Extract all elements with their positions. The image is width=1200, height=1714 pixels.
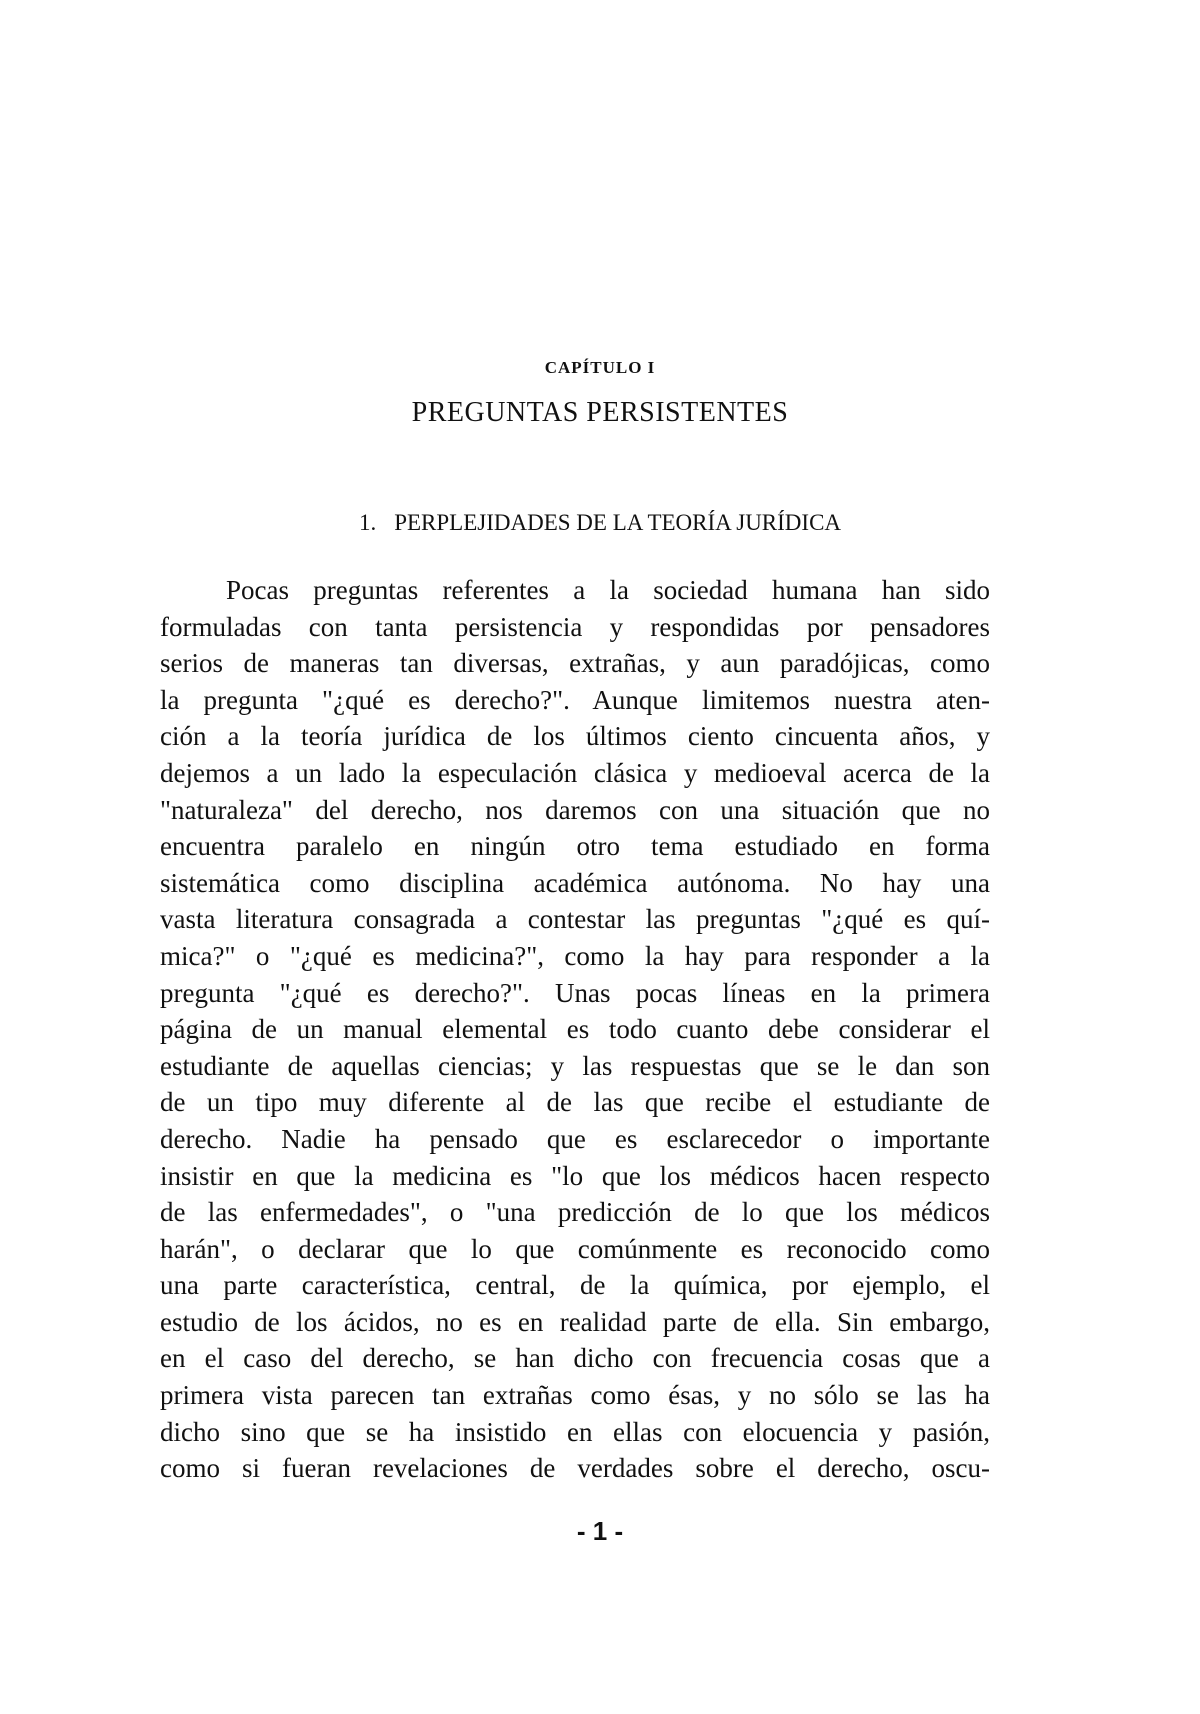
paragraph-line: estudiante de aquellas ciencias; y las respuestas que se le dan son xyxy=(160,1050,990,1081)
chapter-label: CAPÍTULO I xyxy=(544,358,656,377)
paragraph-line: estudio de los ácidos, no es en realidad parte de ella. Sin embargo, xyxy=(160,1306,990,1337)
paragraph-line: de un tipo muy diferente al de las que recibe el estudiante de xyxy=(160,1087,990,1118)
paragraph-line: insistir en que la medicina es "lo que los médicos hacen respecto xyxy=(160,1160,990,1191)
paragraph-line: formuladas con tanta persistencia y respondidas por pensadores xyxy=(160,611,990,642)
paragraph-line: encuentra paralelo en ningún otro tema estudiado en forma xyxy=(160,831,990,862)
paragraph-line: sistemática como disciplina académica autónoma. No hay una xyxy=(160,867,990,898)
body-paragraph xyxy=(160,572,990,1487)
paragraph-line: la pregunta "¿qué es derecho?". Aunque limitemos nuestra aten- xyxy=(160,684,990,715)
paragraph-line: mica?" o "¿qué es medicina?", como la hay para responder a la xyxy=(160,940,990,971)
section-title: PERPLEJIDADES DE LA TEORÍA JURÍDICA xyxy=(394,510,842,535)
paragraph-line: una parte característica, central, de la química, por ejemplo, el xyxy=(160,1270,990,1301)
section-number: 1. xyxy=(358,510,377,535)
paragraph-line: primera vista parecen tan extrañas como ésas, y no sólo se las ha xyxy=(160,1380,990,1411)
paragraph-line: como si fueran revelaciones de verdades sobre el derecho, oscu- xyxy=(160,1453,990,1484)
chapter-title: PREGUNTAS PERSISTENTES xyxy=(411,397,789,428)
paragraph-line: pregunta "¿qué es derecho?". Unas pocas líneas en la primera xyxy=(160,977,990,1008)
paragraph-line: dicho sino que se ha insistido en ellas con elocuencia y pasión, xyxy=(160,1416,990,1447)
paragraph-line: vasta literatura consagrada a contestar las preguntas "¿qué es quí- xyxy=(160,904,990,935)
paragraph-line: en el caso del derecho, se han dicho con frecuencia cosas que a xyxy=(160,1343,990,1374)
section-heading xyxy=(0,510,1200,536)
paragraph-line: serios de maneras tan diversas, extrañas, y aun paradójicas, como xyxy=(160,648,990,679)
paragraph-line: página de un manual elemental es todo cuanto debe considerar el xyxy=(160,1014,990,1045)
paragraph-line: harán", o declarar que lo que comúnmente es reconocido como xyxy=(160,1233,990,1264)
paragraph-line: dejemos a un lado la especulación clásica y medioeval acerca de la xyxy=(160,757,990,788)
paragraph-line: "naturaleza" del derecho, nos daremos con una situación que no xyxy=(160,794,990,825)
page-number: - 1 - xyxy=(576,1516,624,1546)
paragraph-line: de las enfermedades", o "una predicción de lo que los médicos xyxy=(160,1197,990,1228)
paragraph-line: derecho. Nadie ha pensado que es esclarecedor o importante xyxy=(160,1123,990,1154)
paragraph-line: ción a la teoría jurídica de los últimos ciento cincuenta años, y xyxy=(160,721,990,752)
paragraph-line: Pocas preguntas referentes a la sociedad humana han sido xyxy=(226,575,990,605)
